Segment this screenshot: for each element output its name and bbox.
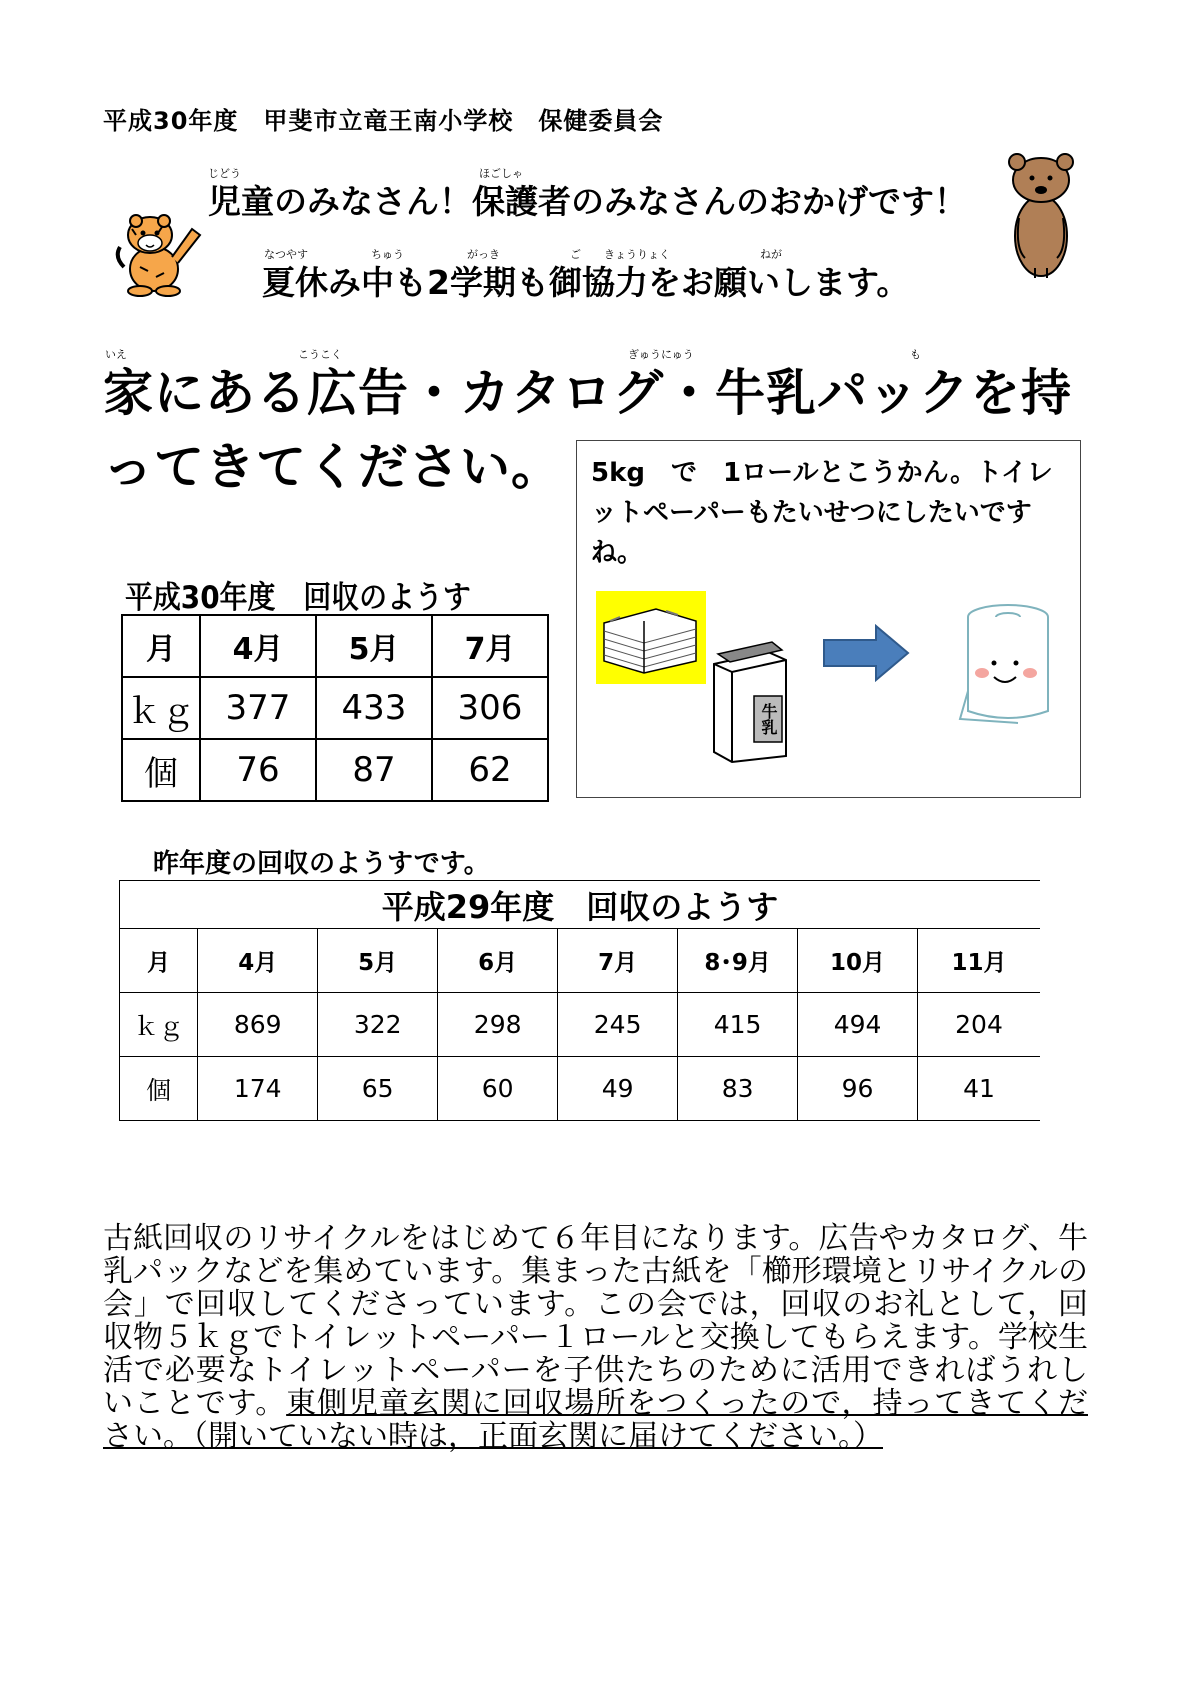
table-h29-header-cell: 月: [120, 929, 198, 993]
table-h29-header-cell: 7月: [558, 929, 678, 993]
recycling-paragraph: [103, 1222, 1088, 1453]
milk-carton-label: 牛乳: [759, 703, 778, 735]
thanks-line-1: 児童のみなさん！保護者のみなさんのおかげです！: [208, 182, 967, 221]
table-h29-cell: 298: [438, 993, 558, 1057]
last-year-label: 昨年度の回収のようすです。: [153, 849, 490, 879]
table-h29-cell: 174: [198, 1057, 318, 1121]
table-h30-header-cell: 7月: [432, 615, 548, 677]
table-h29-cell: 41: [918, 1057, 1040, 1121]
thanks-line-2: 夏休み中も2学期も御協力をお願いします。: [262, 263, 910, 302]
table-h30-header-cell: 月: [122, 615, 200, 677]
table-h29-cell: 49: [558, 1057, 678, 1121]
table-h30-title: 平成30年度 回収のようす: [125, 580, 471, 616]
table-h30-cell: 306: [432, 677, 548, 739]
table-h29-wrapper: [119, 880, 1040, 1123]
ruby-go: ご: [570, 248, 581, 261]
table-h29-cell: 65: [318, 1057, 438, 1121]
headline: 家にある広告・カタログ・牛乳パックを持ってきてください。: [103, 364, 1072, 496]
bear-icon: [1005, 148, 1077, 280]
table-h30-header-cell: 5月: [316, 615, 432, 677]
table-h30-cell: 個: [122, 739, 200, 801]
ruby-hogosha: ほごしゃ: [479, 167, 523, 180]
table-h29-cell: 245: [558, 993, 678, 1057]
table-h29-cell: 96: [798, 1057, 918, 1121]
table-h29-cell: ｋｇ: [120, 993, 198, 1057]
table-h29-cell: 322: [318, 993, 438, 1057]
table-h29-header-cell: 8･9月: [678, 929, 798, 993]
toilet-paper-roll-icon: [958, 601, 1054, 727]
table-row: [122, 677, 548, 739]
table-h29-cell: 個: [120, 1057, 198, 1121]
paragraph-body: 古紙回収のリサイクルをはじめて６年目になります。広告やカタログ、牛乳パックなどを集めています。集まった古紙を「櫛形環境とリサイクルの会」で回収してくださっています。この会では，回収のお礼として，回収物５ｋｇでトイレットペーパー１ロールと交換してもらえます。学校生活で必要なトイレットペーパーを子供たちのために活用できればうれしいことです。: [103, 1221, 1088, 1421]
ruby-koukoku: こうこく: [298, 348, 342, 361]
exchange-info-text: 5kg で 1ロールとこうかん。トイレットペーパーもたいせつにしたいですね。: [591, 458, 1053, 568]
ruby-kyouryoku: きょうりょく: [604, 248, 670, 261]
ruby-ie: いえ: [105, 348, 127, 361]
table-h29-header-cell: 11月: [918, 929, 1040, 993]
table-h29-title-row: [120, 881, 1041, 929]
table-h30-cell: 87: [316, 739, 432, 801]
table-h29-header-row: [120, 929, 1041, 993]
ruby-gakki: がっき: [467, 248, 500, 261]
table-h30-header-row: [122, 615, 548, 677]
table-row: [120, 993, 1041, 1057]
table-h29-cell: 60: [438, 1057, 558, 1121]
table-h29-header-cell: 6月: [438, 929, 558, 993]
ruby-jidou: じどう: [208, 167, 241, 180]
ruby-gyuunyuu: ぎゅうにゅう: [628, 348, 694, 361]
table-h29-title: 平成29年度 回収のようす: [120, 881, 1041, 929]
table-h29: [119, 880, 1040, 1121]
table-h29-header-cell: 10月: [798, 929, 918, 993]
table-h29-cell: 415: [678, 993, 798, 1057]
table-h29-header-cell: 4月: [198, 929, 318, 993]
milk-carton-icon: [710, 634, 790, 764]
table-h29-header-cell: 5月: [318, 929, 438, 993]
ruby-natsuyasu: なつやす: [264, 248, 308, 261]
right-arrow-icon: [822, 624, 910, 682]
exchange-info-box: [576, 440, 1081, 798]
table-h30-cell: 377: [200, 677, 316, 739]
table-h29-cell: 83: [678, 1057, 798, 1121]
newspaper-stack-icon: [596, 591, 706, 684]
table-h29-cell: 204: [918, 993, 1040, 1057]
table-h30-cell: 62: [432, 739, 548, 801]
table-h29-cell: 869: [198, 993, 318, 1057]
header-title: 平成30年度 甲斐市立竜王南小学校 保健委員会: [103, 107, 664, 135]
table-row: [120, 1057, 1041, 1121]
paragraph-underlined-notice: 東側児童玄関に回収場所をつくったので，持ってきてください。（開いていない時は，正面玄関に届けてください。）: [103, 1386, 1088, 1454]
ruby-chuu: ちゅう: [371, 248, 404, 261]
table-row: [122, 739, 548, 801]
ruby-mo: も: [910, 348, 921, 361]
tiger-icon: [112, 207, 204, 297]
table-h30: [121, 614, 549, 802]
ruby-nega: ねが: [760, 248, 782, 261]
table-h29-cell: 494: [798, 993, 918, 1057]
table-h30-cell: ｋｇ: [122, 677, 200, 739]
table-h30-header-cell: 4月: [200, 615, 316, 677]
table-h30-cell: 76: [200, 739, 316, 801]
table-h30-cell: 433: [316, 677, 432, 739]
